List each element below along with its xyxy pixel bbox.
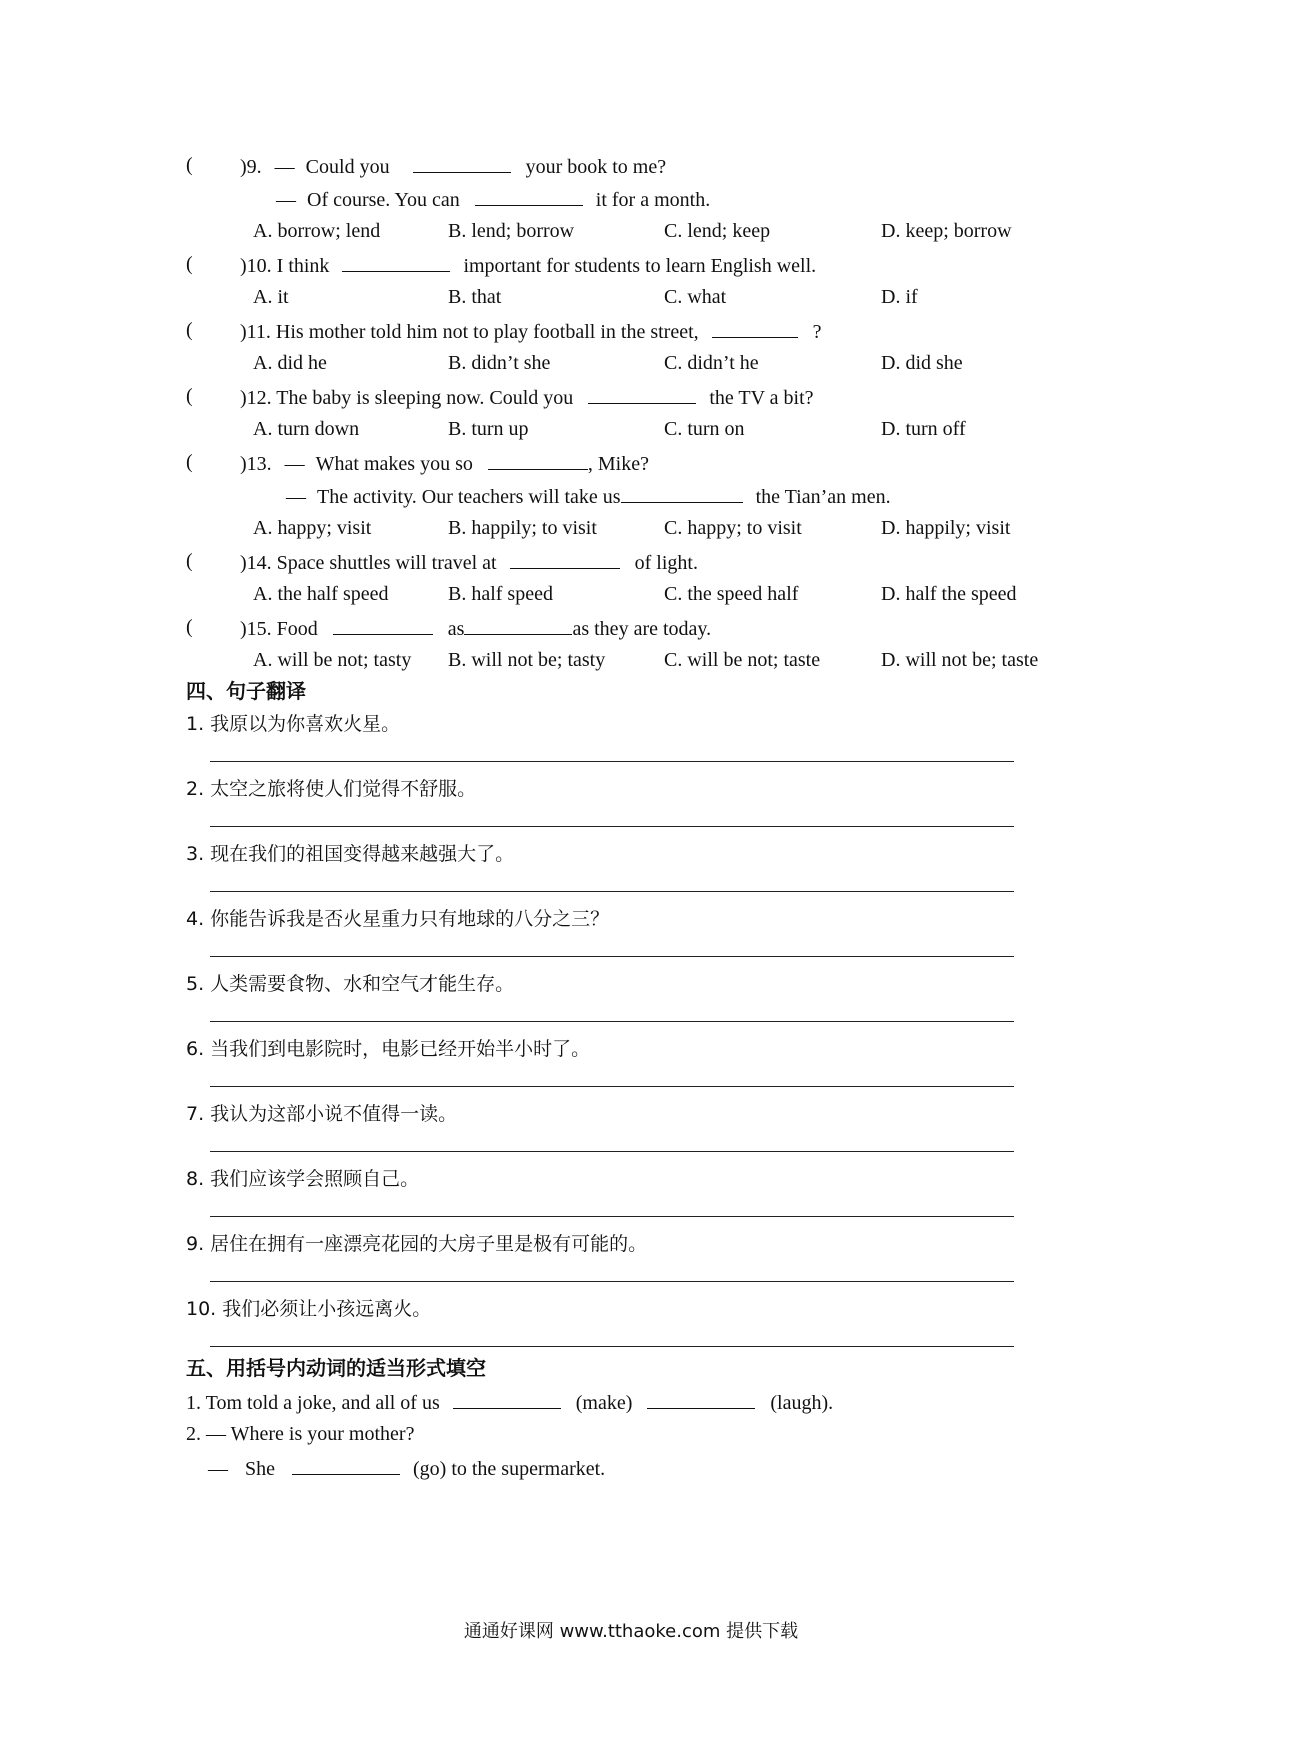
- q9-text4: it for a month.: [595, 189, 711, 211]
- q10-line: [240, 252, 816, 278]
- answer-blank[interactable]: [588, 384, 696, 404]
- q15-paren: (: [186, 616, 193, 638]
- q13-option-a[interactable]: A. happy; visit: [253, 517, 372, 539]
- section4-heading: 四、句子翻译: [186, 679, 306, 703]
- q10-option-a[interactable]: A. it: [253, 286, 289, 308]
- translation-item-8: 8. 我们应该学会照顾自己。: [186, 1168, 420, 1190]
- answer-line[interactable]: [210, 1346, 1014, 1347]
- q12-option-d[interactable]: D. turn off: [881, 418, 966, 440]
- q9-line2: [276, 186, 710, 212]
- answer-line[interactable]: [210, 1281, 1014, 1282]
- q15-text2: as: [447, 618, 465, 640]
- q11-line: [240, 318, 822, 344]
- answer-line[interactable]: [210, 1086, 1014, 1087]
- q13-option-d[interactable]: D. happily; visit: [881, 517, 1011, 539]
- dash: —: [274, 156, 295, 178]
- q11-option-b[interactable]: B. didn’t she: [448, 352, 551, 374]
- fill-item-2: 2. — Where is your mother?: [186, 1423, 415, 1445]
- q13-number: )13.: [240, 453, 272, 475]
- dash: —: [276, 189, 296, 211]
- q10-text1: )10. I think: [240, 255, 330, 277]
- fill-2-text2: (go) to the supermarket.: [413, 1458, 606, 1480]
- translation-item-3: 3. 现在我们的祖国变得越来越强大了。: [186, 843, 515, 865]
- q14-paren: (: [186, 550, 193, 572]
- answer-line[interactable]: [210, 1151, 1014, 1152]
- q14-text1: )14. Space shuttles will travel at: [240, 552, 497, 574]
- q14-option-d[interactable]: D. half the speed: [881, 583, 1017, 605]
- q15-text3: as they are today.: [572, 618, 712, 640]
- q11-option-a[interactable]: A. did he: [253, 352, 327, 374]
- answer-blank[interactable]: [712, 318, 798, 338]
- q9-option-b[interactable]: B. lend; borrow: [448, 220, 575, 242]
- fill-2-text1: She: [245, 1458, 275, 1480]
- q11-paren: (: [186, 319, 193, 341]
- answer-line[interactable]: [210, 1216, 1014, 1217]
- translation-item-5: 5. 人类需要食物、水和空气才能生存。: [186, 973, 515, 995]
- translation-item-10: 10. 我们必须让小孩远离火。: [186, 1298, 432, 1320]
- translation-item-1: 1. 我原以为你喜欢火星。: [186, 713, 401, 735]
- translation-item-2: 2. 太空之旅将使人们觉得不舒服。: [186, 778, 477, 800]
- fill-item-2-answer: [208, 1455, 605, 1481]
- q14-line: [240, 549, 698, 575]
- q15-option-c[interactable]: C. will be not; taste: [664, 649, 821, 671]
- answer-blank[interactable]: [292, 1455, 400, 1475]
- fill-1-text2: (make): [575, 1392, 633, 1414]
- q12-text2: the TV a bit?: [709, 387, 814, 409]
- answer-blank[interactable]: [510, 549, 620, 569]
- q11-option-d[interactable]: D. did she: [881, 352, 963, 374]
- translation-item-7: 7. 我认为这部小说不值得一读。: [186, 1103, 458, 1125]
- answer-line[interactable]: [210, 1021, 1014, 1022]
- fill-item-1: [186, 1389, 833, 1415]
- q10-text2: important for students to learn English well.: [463, 255, 817, 277]
- q11-text2: ?: [812, 321, 822, 343]
- q13-line2: [286, 483, 891, 509]
- q9-text2: your book to me?: [525, 156, 667, 178]
- answer-blank[interactable]: [464, 615, 572, 635]
- q13-text2: , Mike?: [587, 453, 649, 475]
- dash: —: [286, 486, 306, 508]
- q13-option-c[interactable]: C. happy; to visit: [664, 517, 802, 539]
- q14-text2: of light.: [634, 552, 698, 574]
- answer-blank[interactable]: [621, 483, 743, 503]
- q12-text1: )12. The baby is sleeping now. Could you: [240, 387, 574, 409]
- q10-option-b[interactable]: B. that: [448, 286, 502, 308]
- q13-option-b[interactable]: B. happily; to visit: [448, 517, 597, 539]
- q12-option-c[interactable]: C. turn on: [664, 418, 745, 440]
- q13-text1: What makes you so: [315, 453, 473, 475]
- answer-blank[interactable]: [342, 252, 450, 272]
- q10-option-c[interactable]: C. what: [664, 286, 727, 308]
- q14-option-a[interactable]: A. the half speed: [253, 583, 389, 605]
- q11-text1: )11. His mother told him not to play football in the street,: [240, 321, 699, 343]
- q10-option-d[interactable]: D. if: [881, 286, 918, 308]
- q13-text4: the Tian’an men.: [755, 486, 891, 508]
- q9-option-a[interactable]: A. borrow; lend: [253, 220, 381, 242]
- q15-option-b[interactable]: B. will not be; tasty: [448, 649, 606, 671]
- q14-option-b[interactable]: B. half speed: [448, 583, 553, 605]
- q9-option-d[interactable]: D. keep; borrow: [881, 220, 1012, 242]
- answer-blank[interactable]: [488, 450, 588, 470]
- q14-option-c[interactable]: C. the speed half: [664, 583, 799, 605]
- answer-line[interactable]: [210, 761, 1014, 762]
- q15-line: [240, 615, 711, 641]
- q15-option-d[interactable]: D. will not be; taste: [881, 649, 1039, 671]
- q11-option-c[interactable]: C. didn’t he: [664, 352, 759, 374]
- answer-blank[interactable]: [475, 186, 583, 206]
- dash: —: [208, 1458, 228, 1480]
- answer-line[interactable]: [210, 956, 1014, 957]
- translation-item-6: 6. 当我们到电影院时，电影已经开始半小时了。: [186, 1038, 591, 1060]
- section5-heading: 五、用括号内动词的适当形式填空: [186, 1356, 486, 1380]
- answer-line[interactable]: [210, 826, 1014, 827]
- q9-paren: (: [186, 154, 193, 176]
- fill-1-text1: 1. Tom told a joke, and all of us: [186, 1392, 440, 1414]
- q12-option-a[interactable]: A. turn down: [253, 418, 360, 440]
- q13-line1: [240, 450, 649, 476]
- fill-1-text3: (laugh).: [770, 1392, 834, 1414]
- q12-paren: (: [186, 385, 193, 407]
- q9-number: )9.: [240, 156, 262, 178]
- translation-item-9: 9. 居住在拥有一座漂亮花园的大房子里是极有可能的。: [186, 1233, 648, 1255]
- answer-blank[interactable]: [453, 1389, 561, 1409]
- q9-line1: [240, 153, 666, 179]
- q15-text1: )15. Food: [240, 618, 318, 640]
- q15-option-a[interactable]: A. will be not; tasty: [253, 649, 412, 671]
- q13-text3: The activity. Our teachers will take us: [317, 486, 621, 508]
- dash: —: [284, 453, 305, 475]
- answer-blank[interactable]: [647, 1389, 755, 1409]
- q12-option-b[interactable]: B. turn up: [448, 418, 529, 440]
- q13-paren: (: [186, 451, 193, 473]
- q12-line: [240, 384, 814, 410]
- q10-paren: (: [186, 253, 193, 275]
- answer-blank[interactable]: [333, 615, 433, 635]
- q9-text1: Could you: [305, 156, 390, 178]
- footer-download-note: 通通好课网 www.tthaoke.com 提供下载: [463, 1621, 799, 1642]
- translation-item-4: 4. 你能告诉我是否火星重力只有地球的八分之三？: [186, 908, 610, 930]
- answer-blank[interactable]: [413, 153, 511, 173]
- answer-line[interactable]: [210, 891, 1014, 892]
- q9-option-c[interactable]: C. lend; keep: [664, 220, 771, 242]
- q9-text3: Of course. You can: [307, 189, 460, 211]
